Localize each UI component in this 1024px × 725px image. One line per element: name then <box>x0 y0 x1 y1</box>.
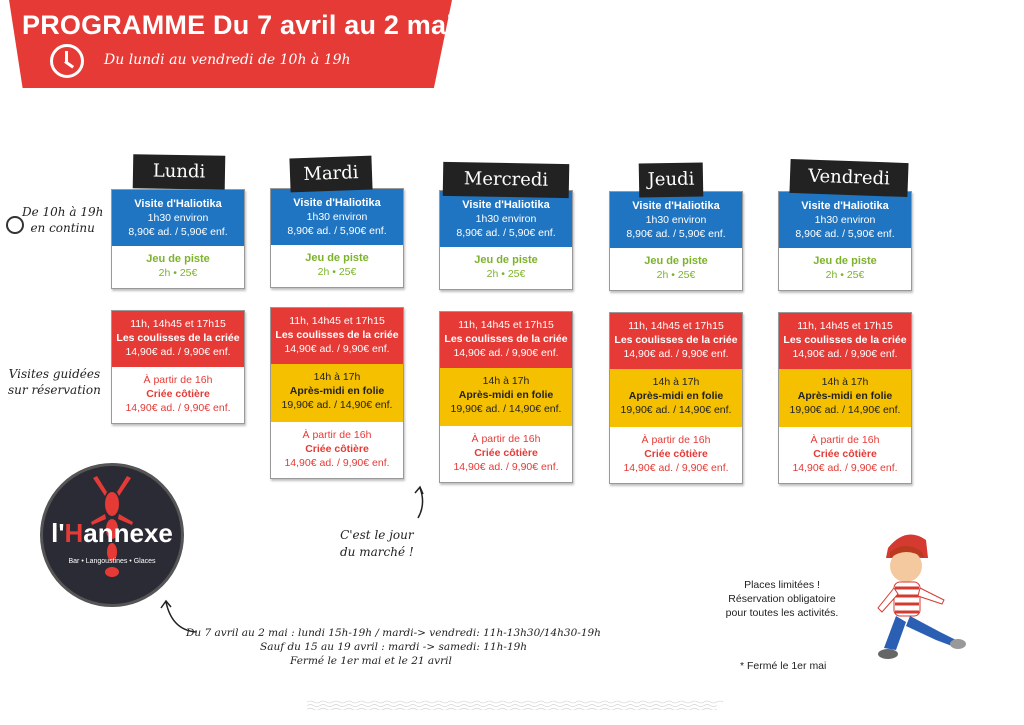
guided-visits-card <box>270 307 404 479</box>
clock-icon <box>50 44 84 78</box>
logo-title: l'Hannexe <box>51 518 173 548</box>
day-label: Mercredi <box>443 162 570 198</box>
guided-visits-card <box>439 311 573 483</box>
haliotika-block: Visite d'Haliotika 1h30 environ 8,90€ ad. / 5,90€ enf. <box>440 191 572 247</box>
jeu-de-piste-block: Jeu de piste 2h • 25€ <box>644 255 708 281</box>
day-column-jeudi <box>609 163 743 484</box>
hannexe-logo <box>40 463 184 607</box>
guided-visits-card <box>778 312 912 484</box>
coulisses-block: 11h, 14h45 et 17h15 Les coulisses de la criée 14,90€ ad. / 9,90€ enf. <box>440 312 572 368</box>
day-column-lundi <box>111 155 245 424</box>
day-label: Mardi <box>289 156 372 193</box>
boy-illustration <box>866 528 976 678</box>
coulisses-block: 11h, 14h45 et 17h15 Les coulisses de la criée 14,90€ ad. / 9,90€ enf. <box>112 311 244 367</box>
curved-arrow-icon <box>408 484 432 520</box>
haliotika-block: Visite d'Haliotika 1h30 environ 8,90€ ad. / 5,90€ enf. <box>271 189 403 245</box>
day-label: Vendredi <box>789 159 908 197</box>
apres-midi-block: 14h à 17h Après-midi en folie 19,90€ ad. / 14,90€ enf. <box>271 364 403 422</box>
haliotika-block: Visite d'Haliotika 1h30 environ 8,90€ ad. / 5,90€ enf. <box>610 192 742 248</box>
guided-visits-card <box>609 312 743 484</box>
activity-card-haliotika <box>111 189 245 289</box>
market-note: C'est le jour du marché ! <box>340 528 414 559</box>
wave-decoration <box>0 700 1024 710</box>
guided-label: Visites guidées sur réservation <box>8 367 101 397</box>
jeu-de-piste-block: Jeu de piste 2h • 25€ <box>813 255 877 281</box>
guided-visits-card <box>111 310 245 424</box>
activity-card-haliotika <box>439 190 573 290</box>
coulisses-block: 11h, 14h45 et 17h15 Les coulisses de la criée 14,90€ ad. / 9,90€ enf. <box>271 308 403 364</box>
day-label: Lundi <box>133 154 226 190</box>
logo-subtitle: Bar • Langoustines • Glaces <box>68 558 156 565</box>
activity-card-haliotika <box>778 191 912 291</box>
criee-cotiere-block: À partir de 16h Criée côtière 14,90€ ad. / 9,90€ enf. <box>453 433 559 473</box>
jeu-de-piste-block: Jeu de piste 2h • 25€ <box>305 252 369 278</box>
apres-midi-block: 14h à 17h Après-midi en folie 19,90€ ad. / 14,90€ enf. <box>779 369 911 427</box>
hannexe-hours: Du 7 avril au 2 mai : lundi 15h-19h / mardi-> vendredi: 11h-13h30/14h30-19h Sauf du 15 au 19 avril : mardi -> samedi: 11h-19h Fermé le 1er mai et le 21 avril <box>186 627 601 667</box>
apres-midi-block: 14h à 17h Après-midi en folie 19,90€ ad. / 14,90€ enf. <box>610 369 742 427</box>
jeu-de-piste-block: Jeu de piste 2h • 25€ <box>146 253 210 279</box>
page-subtitle: Du lundi au vendredi de 10h à 19h <box>104 52 351 68</box>
criee-cotiere-block: À partir de 16h Criée côtière 14,90€ ad. / 9,90€ enf. <box>284 429 390 469</box>
day-column-mardi <box>270 157 404 479</box>
day-column-mercredi <box>439 163 573 483</box>
coulisses-block: 11h, 14h45 et 17h15 Les coulisses de la criée 14,90€ ad. / 9,90€ enf. <box>610 313 742 369</box>
criee-cotiere-block: À partir de 16h Criée côtière 14,90€ ad. / 9,90€ enf. <box>792 434 898 474</box>
activity-card-haliotika <box>270 188 404 288</box>
activity-card-haliotika <box>609 191 743 291</box>
places-notice: Places limitées ! Réservation obligatoire pour toutes les activités. <box>725 579 839 619</box>
footnote: * Fermé le 1er mai <box>740 660 827 672</box>
day-column-vendredi <box>778 161 912 484</box>
criee-cotiere-block: À partir de 16h Criée côtière 14,90€ ad. / 9,90€ enf. <box>125 374 231 414</box>
day-label: Jeudi <box>639 162 704 197</box>
haliotika-block: Visite d'Haliotika 1h30 environ 8,90€ ad. / 5,90€ enf. <box>112 190 244 246</box>
jeu-de-piste-block: Jeu de piste 2h • 25€ <box>474 254 538 280</box>
apres-midi-block: 14h à 17h Après-midi en folie 19,90€ ad. / 14,90€ enf. <box>440 368 572 426</box>
coulisses-block: 11h, 14h45 et 17h15 Les coulisses de la criée 14,90€ ad. / 9,90€ enf. <box>779 313 911 369</box>
haliotika-block: Visite d'Haliotika 1h30 environ 8,90€ ad. / 5,90€ enf. <box>779 192 911 248</box>
continuous-label: De 10h à 19h en continu <box>22 205 104 235</box>
criee-cotiere-block: À partir de 16h Criée côtière 14,90€ ad. / 9,90€ enf. <box>623 434 729 474</box>
page-title: PROGRAMME Du 7 avril au 2 mai* <box>22 10 461 40</box>
